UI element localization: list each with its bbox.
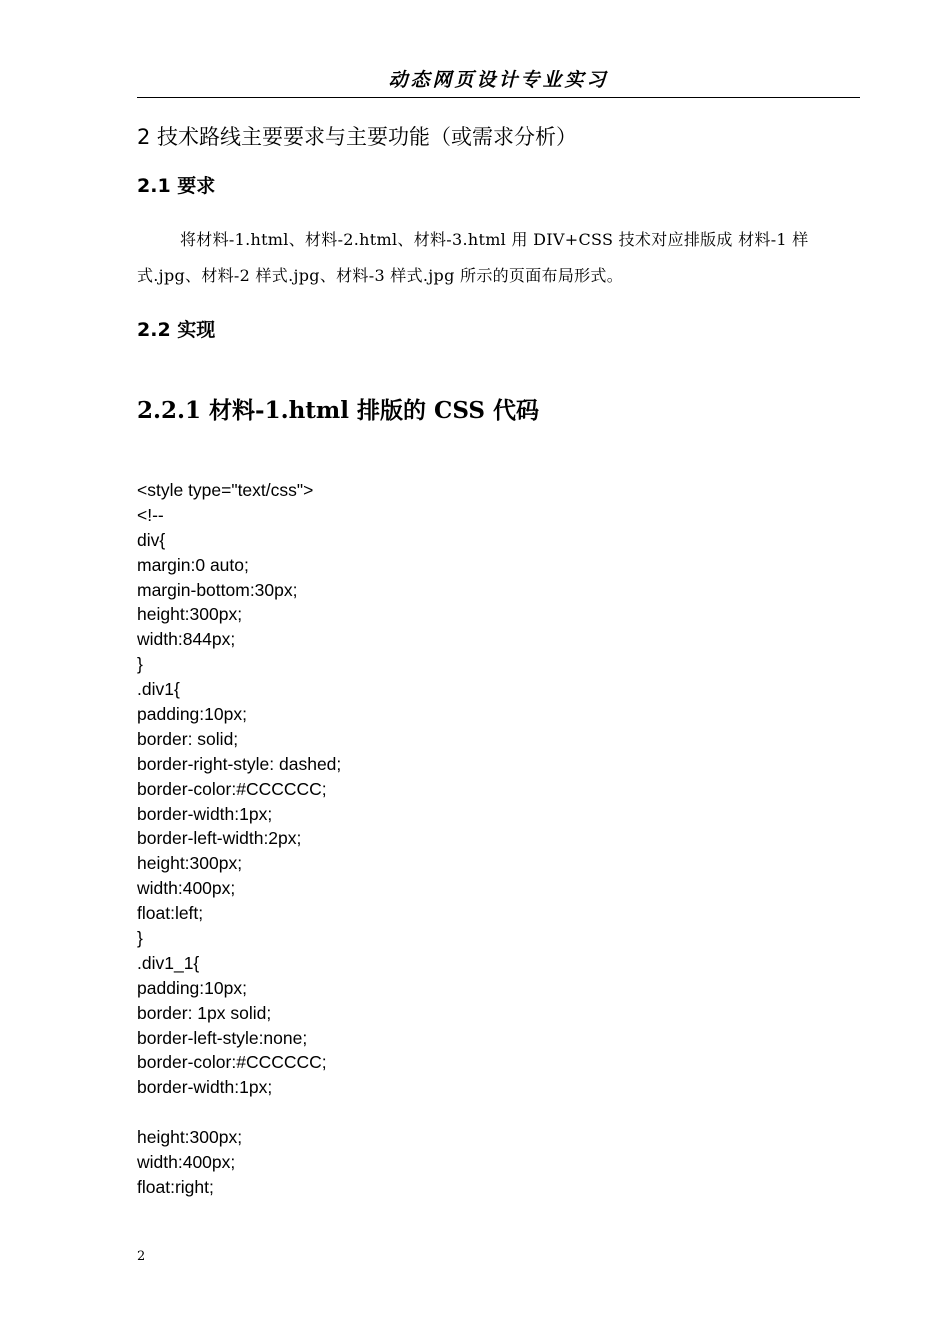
requirements-heading: 2.1 要求 — [137, 175, 216, 197]
code-line: padding:10px; — [137, 704, 247, 725]
requirements-paragraph: 将材料-1.html、材料-2.html、材料-3.html 用 DIV+CSS 技术对应排版成 材料-1 样式.jpg、材料-2 样式.jpg、材料-3 样式.jpg 所示的页面布局形式。 — [137, 230, 809, 285]
code-line: } — [137, 928, 143, 949]
code-line: border-left-width:2px; — [137, 828, 302, 849]
code-line: height:300px; — [137, 853, 243, 874]
running-header-title: 动态网页设计专业实习 — [388, 69, 609, 91]
code-line: } — [137, 654, 143, 675]
code-line: float:right; — [137, 1176, 214, 1197]
code-line: border-left-style:none; — [137, 1027, 308, 1048]
code-line: height:300px; — [137, 604, 243, 625]
code-line: border-width:1px; — [137, 803, 273, 824]
code-line — [137, 1100, 341, 1125]
code-line: float:left; — [137, 903, 204, 924]
css-code-heading: 2.2.1 材料-1.html 排版的 CSS 代码 — [137, 397, 540, 424]
code-line: height:300px; — [137, 1127, 243, 1148]
header-divider — [137, 97, 860, 98]
implementation-heading: 2.2 实现 — [137, 319, 216, 341]
css-code-block — [137, 478, 341, 1200]
page-number: 2 — [137, 1249, 146, 1264]
code-line: <!-- — [137, 504, 164, 525]
code-line: border: solid; — [137, 728, 239, 749]
code-line: .div1{ — [137, 679, 180, 700]
code-line: padding:10px; — [137, 977, 247, 998]
code-line: border-color:#CCCCCC; — [137, 778, 327, 799]
code-line: div{ — [137, 529, 166, 550]
code-line: .div1_1{ — [137, 952, 200, 973]
code-line: margin:0 auto; — [137, 554, 249, 575]
code-line: border-right-style: dashed; — [137, 753, 342, 774]
code-line: border: 1px solid; — [137, 1002, 272, 1023]
code-line: border-color:#CCCCCC; — [137, 1052, 327, 1073]
section-heading: 2 技术路线主要要求与主要功能（或需求分析） — [137, 125, 578, 149]
code-line: width:844px; — [137, 629, 236, 650]
code-line: width:400px; — [137, 1152, 236, 1173]
code-line: width:400px; — [137, 878, 236, 899]
code-line: margin-bottom:30px; — [137, 579, 298, 600]
code-line: border-width:1px; — [137, 1077, 273, 1098]
code-line: <style type="text/css"> — [137, 480, 314, 500]
